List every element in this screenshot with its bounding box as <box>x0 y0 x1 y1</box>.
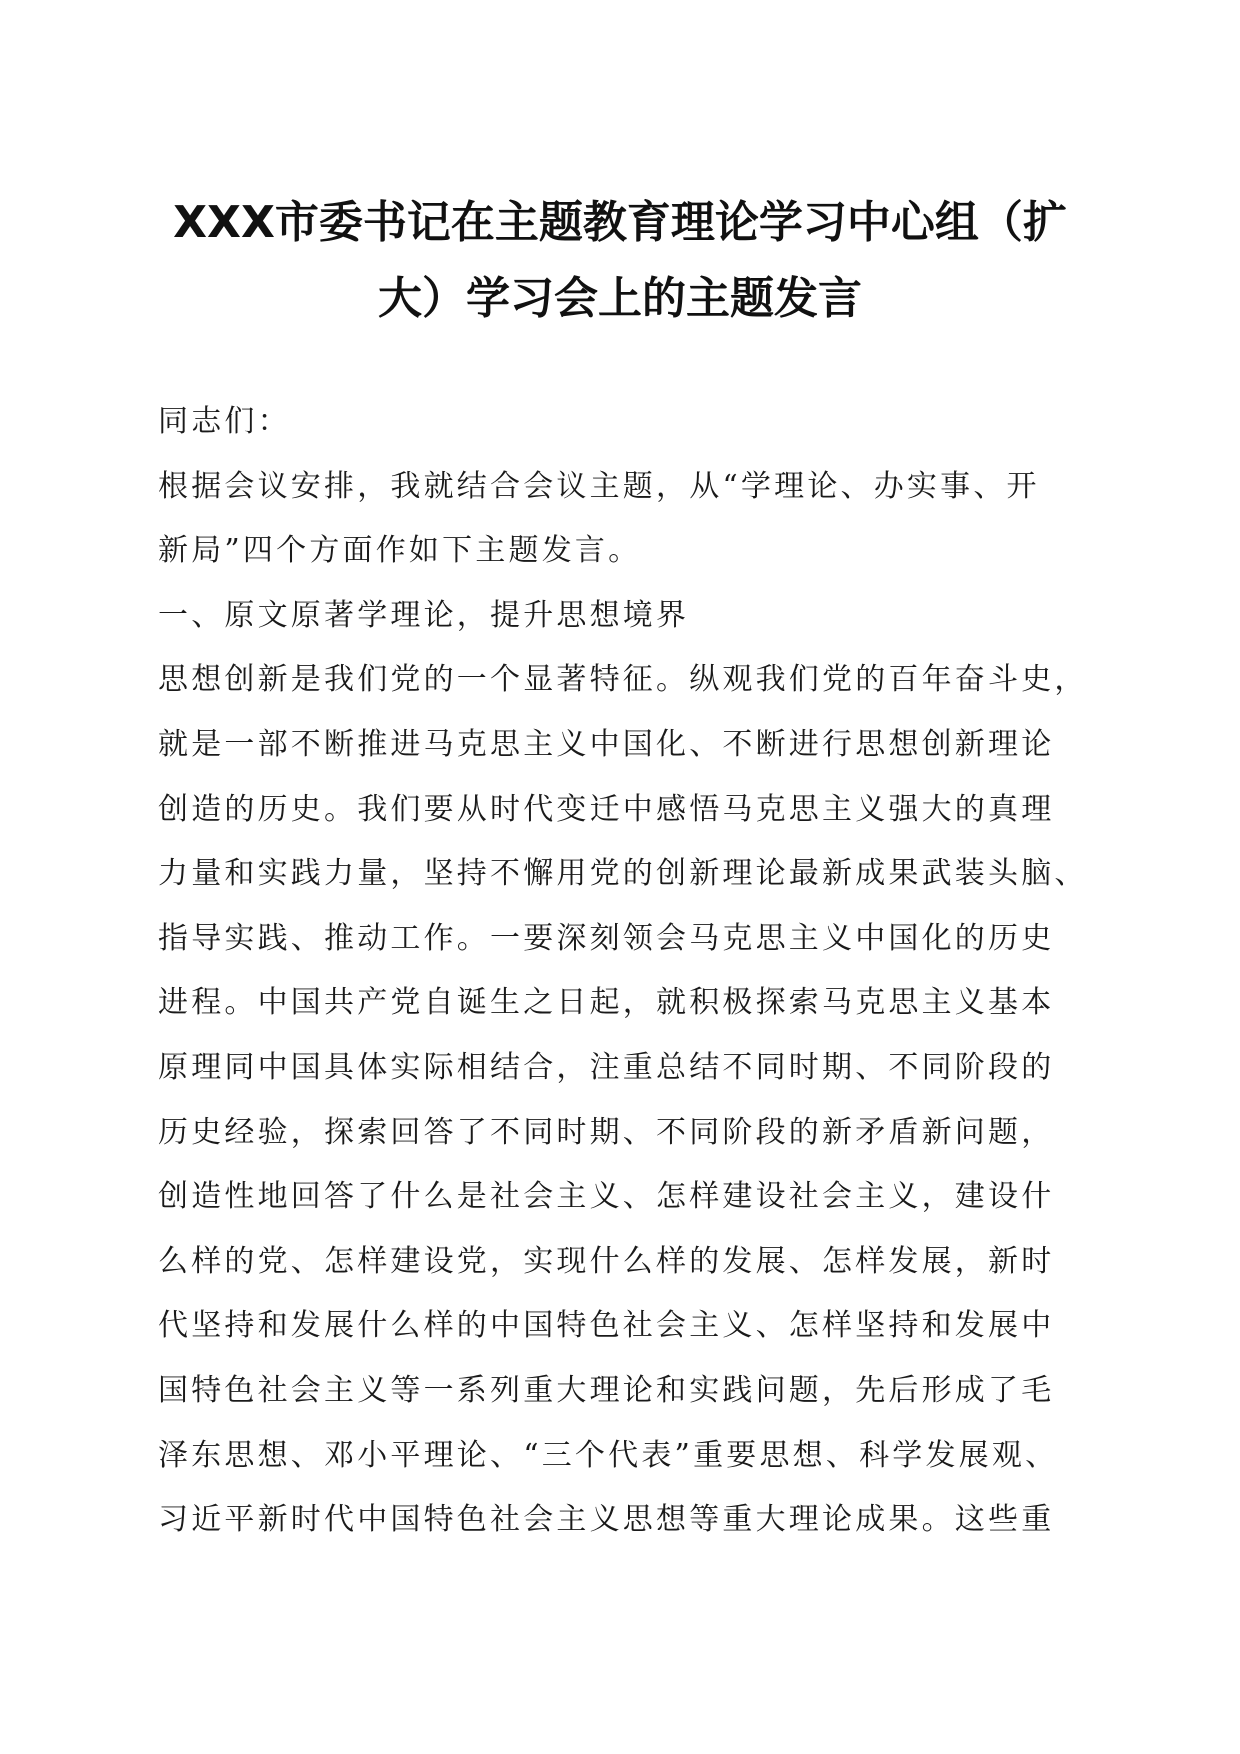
title-line: 大）学习会上的主题发言 <box>378 273 862 324</box>
document-title <box>140 185 1100 337</box>
title-line: XXX市委书记在主题教育理论学习中心组（扩 <box>173 197 1067 248</box>
body-line: 代坚持和发展什么样的中国特色社会主义、怎样坚持和发展中 <box>158 1308 1055 1344</box>
body-line: 力量和实践力量，坚持不懈用党的创新理论最新成果武装头脑、 <box>158 856 1088 892</box>
body-line: 历史经验，探索回答了不同时期、不同阶段的新矛盾新问题， <box>158 1114 1055 1150</box>
body-line: 思想创新是我们党的一个显著特征。纵观我们党的百年奋斗史， <box>158 662 1088 698</box>
body-line: 么样的党、怎样建设党，实现什么样的发展、怎样发展，新时 <box>158 1243 1055 1279</box>
body-line: 国特色社会主义等一系列重大理论和实践问题，先后形成了毛 <box>158 1372 1055 1408</box>
body-line: 习近平新时代中国特色社会主义思想等重大理论成果。这些重 <box>158 1502 1055 1538</box>
document-body <box>158 390 1098 1553</box>
section-heading: 一、原文原著学理论，提升思想境界 <box>158 597 690 633</box>
body-line: 创造性地回答了什么是社会主义、怎样建设社会主义，建设什 <box>158 1179 1055 1215</box>
body-line: 泽东思想、邓小平理论、“三个代表”重要思想、科学发展观、 <box>158 1437 1059 1473</box>
body-line: 就是一部不断推进马克思主义中国化、不断进行思想创新理论 <box>158 726 1055 762</box>
body-line: 根据会议安排，我就结合会议主题，从“学理论、办实事、开 <box>158 468 1040 504</box>
body-line: 指导实践、推动工作。一要深刻领会马克思主义中国化的历史 <box>158 920 1055 956</box>
body-line: 新局”四个方面作如下主题发言。 <box>158 533 642 569</box>
body-line: 进程。中国共产党自诞生之日起，就积极探索马克思主义基本 <box>158 985 1055 1021</box>
body-line: 原理同中国具体实际相结合，注重总结不同时期、不同阶段的 <box>158 1049 1055 1085</box>
salutation: 同志们： <box>158 404 291 439</box>
body-line: 创造的历史。我们要从时代变迁中感悟马克思主义强大的真理 <box>158 791 1055 827</box>
